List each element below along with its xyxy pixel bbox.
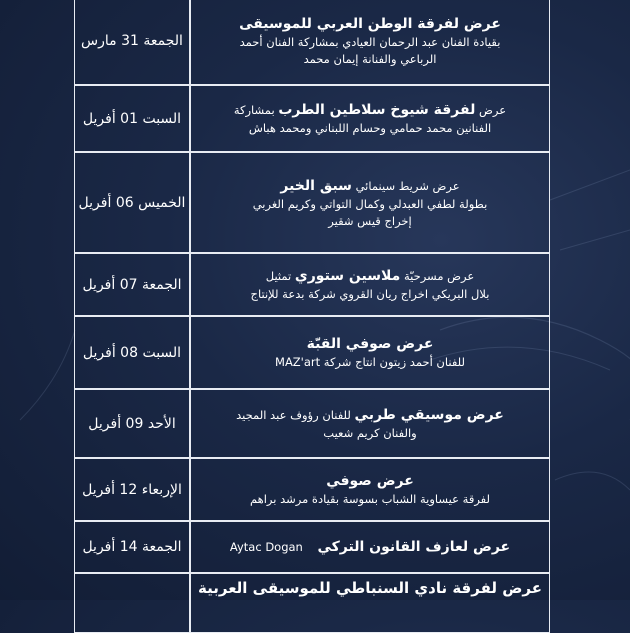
event-prefix: عرض مسرحيّة xyxy=(403,269,475,284)
event-suffix: تمثيل xyxy=(265,269,292,284)
event-cell xyxy=(190,521,550,573)
event-title: عرض صوفي xyxy=(326,473,414,490)
event-date: الإربعاء 12 أفريل xyxy=(74,458,190,521)
event-cell xyxy=(190,316,550,389)
event-title: لفرقة شيوخ سلاطين الطرب xyxy=(278,102,476,119)
event-title: ملاسين ستوري xyxy=(294,268,401,285)
event-desc-line: الرباعي والفنانة إيمان محمد xyxy=(303,51,437,66)
table-row xyxy=(74,152,550,253)
event-cell xyxy=(190,152,550,253)
event-date: الأحد 09 أفريل xyxy=(74,389,190,458)
table-row xyxy=(74,458,550,521)
event-cell xyxy=(190,0,550,85)
table-row xyxy=(74,316,550,389)
table-row xyxy=(74,0,550,85)
event-desc-line: بطولة لطفي العبدلي وكمال التواتي وكريم الغربي xyxy=(252,196,488,211)
event-title: سبق الخير xyxy=(280,177,352,194)
event-cell xyxy=(190,458,550,521)
event-desc-line: لفرقة عيساوية الشباب بسوسة بقيادة مرشد براهم xyxy=(249,492,490,507)
event-date xyxy=(74,573,190,633)
event-cell xyxy=(190,85,550,152)
table-row xyxy=(74,253,550,316)
event-date: السبت 01 أفريل xyxy=(74,85,190,152)
event-title: عرض موسيقي طربي xyxy=(354,407,504,424)
events-schedule-table xyxy=(74,0,550,633)
event-desc-line: الفنانين محمد حمامي وحسام اللبناني ومحمد هباش xyxy=(248,121,492,136)
event-desc-line: بلال البريكي اخراج ريان القروي شركة بدعة للإنتاج xyxy=(250,287,490,302)
event-prefix: عرض xyxy=(479,103,507,118)
event-suffix: بمشاركة xyxy=(233,103,275,118)
event-title: عرض لفرقة الوطن العربي للموسيقى xyxy=(239,15,501,32)
event-performer: Aytac Dogan xyxy=(229,539,303,554)
event-title: عرض لفرقة نادي السنباطي للموسيقى العربية xyxy=(198,579,542,597)
event-cell xyxy=(190,573,550,633)
event-date: الجمعة 31 مارس xyxy=(74,0,190,85)
event-date: الخميس 06 أفريل xyxy=(74,152,190,253)
event-date: السبت 08 أفريل xyxy=(74,316,190,389)
table-row xyxy=(74,389,550,458)
event-desc-line: إخراج قيس شقير xyxy=(328,213,412,228)
table-row xyxy=(74,573,550,633)
event-desc-line: للفنان أحمد زيتون انتاج شركة MAZ'art xyxy=(275,355,465,370)
event-prefix: عرض شريط سينمائي xyxy=(355,178,460,193)
event-suffix: للفنان رؤوف عبد المجيد xyxy=(236,408,351,423)
event-title: عرض صوفي القبّة xyxy=(306,336,434,353)
event-desc-line: والفنان كريم شعيب xyxy=(323,426,417,441)
event-date: الجمعة 07 أفريل xyxy=(74,253,190,316)
event-desc-line: بقيادة الفنان عبد الرحمان العيادي بمشاركة الفنان أحمد xyxy=(239,34,501,49)
table-row xyxy=(74,521,550,573)
event-cell xyxy=(190,253,550,316)
event-date: الجمعة 14 أفريل xyxy=(74,521,190,573)
event-cell xyxy=(190,389,550,458)
event-title: عرض لعازف القانون التركي xyxy=(317,538,511,555)
table-row xyxy=(74,85,550,152)
